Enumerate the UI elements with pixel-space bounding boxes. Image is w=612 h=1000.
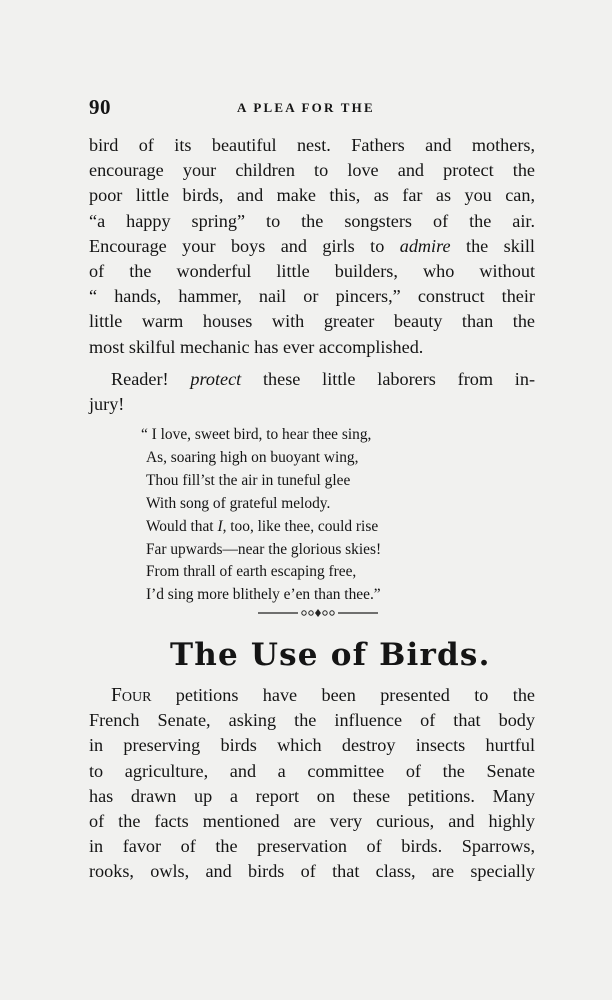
paragraph-reader	[89, 367, 535, 417]
text-line: most skilful mechanic has ever accomplished.	[89, 336, 424, 357]
text-line: “a happy spring” to the songsters of the air.	[89, 210, 535, 231]
text-line: Reader! protect these little laborers from in-	[111, 369, 536, 389]
paragraph-petitions	[89, 683, 535, 885]
text-line: poor little birds, and make this, as far as you can,	[89, 185, 535, 206]
running-head: A PLEA FOR THE	[237, 100, 375, 115]
text-line: Encourage your boys and girls to admire the skill	[89, 235, 535, 256]
text-line: “ hands, hammer, nail or pincers,” construct their	[89, 286, 535, 307]
page-header	[89, 95, 535, 117]
page-number: 90	[89, 95, 111, 119]
text-line: of the wonderful little builders, who without	[89, 261, 535, 282]
text-line: in preserving birds which destroy insects hurtful	[89, 735, 535, 756]
paragraph-nest	[89, 133, 535, 360]
emphasis-protect: protect	[190, 369, 242, 389]
poem-line: As, soaring high on buoyant wing,	[146, 448, 359, 466]
poem-line: With song of grateful melody.	[146, 494, 331, 512]
section-title: The Use of Birds.	[170, 637, 491, 673]
emphasis-i: I	[217, 517, 223, 535]
text-line: to agriculture, and a committee of the Senate	[89, 760, 535, 781]
text-line: of the facts mentioned are very curious, and highly	[89, 811, 535, 832]
smallcaps-word: Four	[111, 685, 152, 706]
text-line: French Senate, asking the influence of that body	[89, 710, 535, 731]
text-line: rooks, owls, and birds of that class, are specially	[89, 861, 535, 882]
ornament-divider	[258, 605, 378, 621]
poem-line: “ I love, sweet bird, to hear thee sing,	[141, 426, 372, 443]
text-line: encourage your children to love and protect the	[89, 160, 535, 181]
poem	[141, 424, 382, 607]
poem-line: Thou fill’st the air in tuneful glee	[146, 471, 351, 489]
poem-line: From thrall of earth escaping free,	[146, 563, 357, 581]
text-line: Four petitions have been presented to the	[111, 685, 535, 706]
text-line: bird of its beautiful nest. Fathers and mothers,	[89, 135, 535, 155]
emphasis-admire: admire	[399, 235, 451, 256]
poem-line: I’d sing more blithely e’en than thee.”	[146, 586, 381, 604]
text-line: jury!	[89, 394, 125, 415]
text-line: has drawn up a report on these petitions. Many	[89, 785, 535, 806]
poem-line: Far upwards—near the glorious skies!	[146, 540, 382, 558]
text-line: in favor of the preservation of birds. Sparrows,	[89, 836, 535, 857]
poem-line: Would that I, too, like thee, could rise	[146, 517, 379, 535]
text-line: little warm houses with greater beauty than the	[89, 311, 535, 332]
